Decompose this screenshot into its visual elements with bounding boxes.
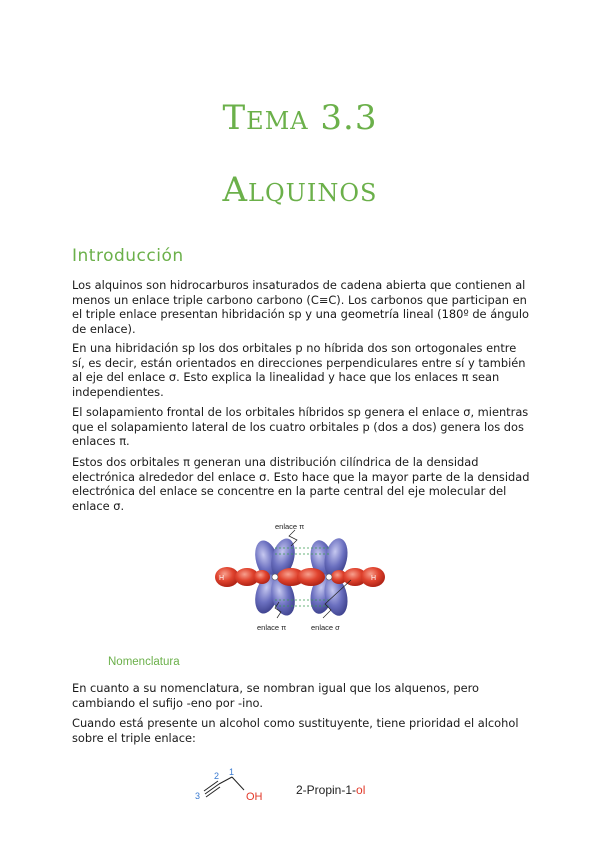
nomenclature-paragraph-1-text: En cuanto a su nomenclatura, se nombran igual que los alquenos, pero cambiando el sufijo -eno por -ino. <box>72 681 479 710</box>
hydrogen-label-left: H <box>219 575 225 582</box>
compound-name <box>296 783 365 797</box>
section-heading-nomenclature: Nomenclatura <box>108 656 180 668</box>
sigma-lobes <box>215 567 385 587</box>
bond-c2-c1 <box>219 777 232 784</box>
title-line-2: Alquinos <box>222 170 378 210</box>
orbital-diagram <box>205 518 395 636</box>
bond-c1-o <box>232 777 244 790</box>
label-enlace-pi-bottom: enlace π <box>257 623 287 632</box>
section-heading-intro: Introducción <box>72 246 184 266</box>
intro-paragraph-3: El solapamiento frontal de los orbitales híbridos sp genera el enlace σ, mientras que el solapamiento lateral de los cuatro orbitales p (dos a dos) genera los dos enlaces π. <box>72 405 529 448</box>
carbon-atom-right <box>326 574 332 580</box>
title-line-1: Tema 3.3 <box>222 98 378 138</box>
intro-paragraph-2: En una hibridación sp los dos orbitales p no híbrida dos son ortogonales entre sí, es decir, están orientados en direcciones perpendiculares entre sí y también al eje del enlace σ. Esto explica la linealidad y hace que los enlaces π sean independientes. <box>72 341 526 399</box>
label-enlace-pi-top: enlace π <box>275 522 305 531</box>
triple-bond <box>204 781 220 797</box>
label-enlace-sigma: enlace σ <box>311 623 340 632</box>
nomenclature-paragraph-2: Cuando está presente un alcohol como sustituyente, tiene prioridad el alcohol sobre el triple enlace: <box>72 716 519 745</box>
propinol-structure <box>190 766 410 808</box>
intro-paragraph-4: Estos dos orbitales π generan una distribución cilíndrica de la densidad electrónica alrededor del enlace σ. Esto hace que la mayor parte de la densidad electrónica del enlace se concentre en la parte central del eje molecular del enlace σ. <box>72 455 530 513</box>
locant-2: 2 <box>214 771 220 781</box>
locant-3: 3 <box>195 791 201 801</box>
hydrogen-label-right: H <box>371 575 377 582</box>
intro-paragraph-1: Los alquinos son hidrocarburos insaturados de cadena abierta que contienen al menos un enlace triple carbono carbono (C≡C). Los carbonos que participan en el triple enlace presentan hibridación sp y una geometría lineal (180º de ángulo de enlace). <box>72 278 529 336</box>
carbon-atom-left <box>272 574 278 580</box>
compound-name-suffix: ol <box>356 783 366 797</box>
compound-name-prefix: 2-Propin-1- <box>296 783 357 797</box>
hydroxyl-group: OH <box>246 791 263 803</box>
locant-1: 1 <box>229 767 235 777</box>
nomenclature-paragraph-1 <box>72 681 532 710</box>
